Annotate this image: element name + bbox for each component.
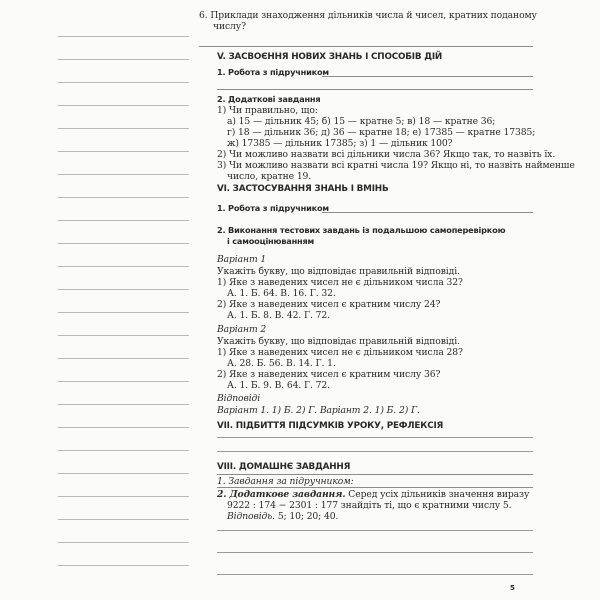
variant-1-q1: 1) Яке з наведених чисел не є дільником числа 32?: [217, 277, 463, 288]
variant-2-a2: А. 1. Б. 9. В. 64. Г. 72.: [227, 380, 330, 391]
section-5-sub2: 2. Додаткові завдання: [217, 94, 321, 104]
homework-answer: [227, 511, 338, 522]
variant-2-q2: 2) Яке з наведених чисел є кратним числу 36?: [217, 369, 441, 380]
write-line: [217, 530, 533, 531]
homework-answer-label: Відповідь.: [227, 511, 275, 522]
section-7-title: VII. ПІДБИТТЯ ПІДСУМКІВ УРОКУ, РЕФЛЕКСІЯ: [217, 421, 444, 431]
variant-2-a1: А. 28. Б. 56. В. 14. Г. 1.: [227, 358, 336, 369]
item-6-continued: числу?: [213, 21, 246, 32]
answers-title: Відповіді: [217, 393, 261, 404]
variant-1-instruction: Укажіть букву, що відповідає правильній відповіді.: [217, 266, 460, 277]
variant-2-instruction: Укажіть букву, що відповідає правильній відповіді.: [217, 336, 460, 347]
homework-item-2: [217, 489, 529, 500]
section-5-sub1: 1. Робота з підручником: [217, 67, 329, 77]
question-3: 3) Чи можливо назвати всі кратні числа 19? Якщо ні, то назвіть найменше: [217, 160, 575, 171]
question-2: 2) Чи можливо назвати всі дільники числа 36? Якщо так, то назвіть їх.: [217, 149, 556, 160]
variant-1-q2: 2) Яке з наведених чисел є кратним числу 24?: [217, 299, 441, 310]
homework-item-1: 1. Завдання за підручником:: [217, 476, 354, 487]
section-5-title: V. ЗАСВОЄННЯ НОВИХ ЗНАНЬ І СПОСОБІВ ДІЙ: [217, 52, 443, 62]
section-6-sub2: 2. Виконання тестових завдань із подальшою самоперевіркою: [217, 225, 506, 235]
variant-1-a2: А. 1. Б. 8. В. 42. Г. 72.: [227, 310, 330, 321]
write-line: [217, 574, 533, 575]
homework-answer-text: 5; 10; 20; 40.: [275, 511, 339, 522]
write-line: [322, 212, 533, 213]
section-6-title: VI. ЗАСТОСУВАННЯ ЗНАНЬ І ВМІНЬ: [217, 184, 389, 194]
question-3-continued: число, кратне 19.: [227, 171, 312, 182]
section-8-title: VIII. ДОМАШНЄ ЗАВДАННЯ: [217, 462, 351, 472]
write-line: [322, 76, 533, 77]
homework-item-2-label: 2. Додаткове завдання.: [217, 489, 346, 500]
section-6-sub2-continued: і самооцінюванням: [227, 236, 315, 246]
lesson-content: [199, 0, 575, 600]
answers: Варіант 1. 1) Б. 2) Г. Варіант 2. 1) Б. 2) Г.: [217, 405, 420, 416]
variant-2-q1: 1) Яке з наведених чисел не є дільником числа 28?: [217, 347, 463, 358]
write-line: [217, 89, 533, 90]
item-6: 6. Приклади знаходження дільників числа й чисел, кратних поданому: [199, 10, 537, 21]
page-number: 5: [510, 584, 515, 592]
write-line: [217, 552, 533, 553]
variant-1-a1: А. 1. Б. 64. В. 16. Г. 32.: [227, 288, 336, 299]
question-1-line: а) 15 — дільник 45; б) 15 — кратне 5; в) 18 — кратне 36;: [227, 116, 496, 127]
write-line: [217, 437, 533, 438]
write-line: [217, 451, 533, 452]
question-1: 1) Чи правильно, що:: [217, 105, 318, 116]
write-line: [199, 46, 533, 47]
section-6-sub1: 1. Робота з підручником: [217, 203, 329, 213]
homework-item-2-expression: 9222 : 174 − 2301 : 177 знайдіть ті, що є кратними числу 5.: [227, 500, 512, 511]
write-line: [217, 487, 533, 488]
question-1-line: ж) 17385 — дільник 17385; з) 1 — дільник 100?: [227, 138, 453, 149]
write-line: [217, 474, 533, 475]
homework-item-2-text: Серед усіх дільників значення виразу: [345, 489, 530, 500]
question-1-line: г) 18 — дільник 36; д) 36 — кратне 18; е) 17385 — кратне 17385;: [227, 127, 536, 138]
variant-1-title: Варіант 1: [217, 254, 267, 265]
variant-2-title: Варіант 2: [217, 324, 267, 335]
